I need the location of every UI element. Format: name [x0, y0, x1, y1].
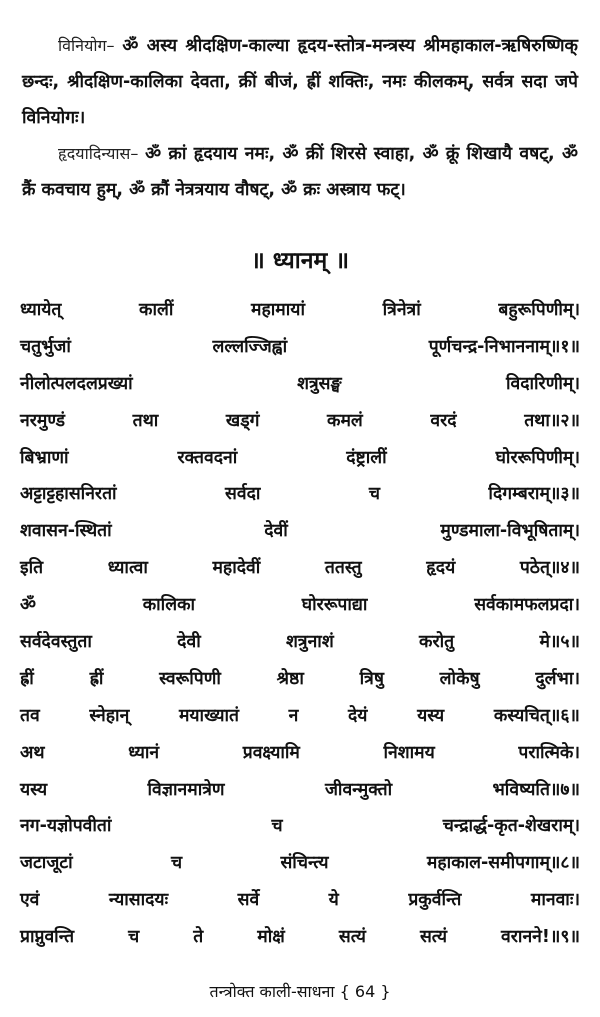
verse-word: न्यासादयः [108, 890, 169, 911]
verse-word: पठेत्॥४॥ [519, 558, 580, 579]
verse-word: रक्तवदनां [177, 447, 238, 468]
verse-word: कस्यचित्॥६॥ [493, 705, 580, 726]
verse-word: मोक्षं [257, 927, 285, 948]
verse-word: घोररूपिणीम्। [495, 447, 580, 468]
verse-line [20, 740, 580, 777]
verse-line [20, 297, 580, 334]
verse-block [20, 297, 580, 961]
viniyoga-paragraph [22, 28, 578, 136]
hridayadinyasa-text: ॐ क्रां हृदयाय नमः, ॐ क्रीं शिरसे स्वाहा, ॐ क्रूं शिखायै वषट्, ॐ क्रैं कवचाय हुम्, ॐ क्रौं नेत्रत्रयाय वौषट्, ॐ क्रः अस्त्राय फट्। [22, 144, 578, 200]
verse-word: खड्गं [225, 410, 260, 431]
verse-word: ये [328, 890, 339, 911]
verse-line [20, 777, 580, 814]
verse-word: स्वरूपिणी [159, 668, 221, 689]
verse-line [20, 408, 580, 445]
verse-word: स्नेहान् [89, 705, 130, 726]
verse-word: अट्टाट्टहासनिरतां [20, 484, 117, 505]
verse-line [20, 924, 580, 961]
verse-word: जटाजूटां [20, 853, 73, 874]
verse-word: च [368, 484, 380, 505]
verse-word: पूर्णचन्द्र-निभाननाम्॥१॥ [428, 336, 580, 357]
verse-word: नीलोत्पलदलप्रख्यां [20, 373, 133, 394]
verse-word: संचिन्त्य [280, 853, 329, 874]
verse-word: ते [193, 927, 204, 948]
verse-word: चन्द्रार्द्ध-कृत-शेखराम्। [442, 816, 580, 837]
verse-word: महाकाल-समीपगाम्॥८॥ [426, 853, 580, 874]
hridayadinyasa-label: हृदयादिन्यास– [58, 144, 139, 163]
verse-line [20, 666, 580, 703]
verse-line [20, 481, 580, 518]
verse-line [20, 629, 580, 666]
hridayadinyasa-paragraph [22, 136, 578, 208]
verse-word: निशामय [383, 742, 435, 763]
verse-word: दंष्ट्रालीं [346, 447, 387, 468]
page-footer: तन्त्रोक्त काली-साधना { 64 } [209, 982, 391, 1001]
verse-word: महादेवीं [212, 558, 261, 579]
verse-word: सत्यं [419, 927, 448, 948]
verse-line [20, 555, 580, 592]
verse-word: च [128, 927, 140, 948]
verse-word: भविष्यति॥७॥ [492, 779, 580, 800]
verse-word: यस्य [417, 705, 445, 726]
verse-word: ध्यायेत् [20, 300, 62, 320]
verse-word: सर्वे [237, 890, 260, 911]
verse-word: प्रकुर्वन्ति [408, 890, 462, 911]
verse-word: तव [20, 705, 40, 726]
verse-word: सर्वदा [225, 484, 261, 505]
verse-word: शत्रुसङ्घ [297, 373, 342, 394]
verse-word: ध्यानं [128, 742, 160, 763]
verse-word: एवं [20, 890, 40, 911]
verse-word: घोररूपाद्या [301, 595, 368, 616]
verse-word: तथा [132, 410, 159, 431]
verse-word: जीवन्मुक्तो [324, 779, 393, 800]
verse-word: विदारिणीम्। [505, 373, 580, 394]
verse-word: त्रिषु [359, 668, 384, 689]
verse-word: तथा॥२॥ [524, 410, 580, 431]
verse-line [20, 445, 580, 482]
verse-word: दुर्लभा। [535, 668, 580, 689]
verse-word: च [171, 853, 183, 874]
verse-line [20, 371, 580, 408]
verse-word: दिगम्बराम्॥३॥ [488, 484, 580, 505]
verse-word: हृदयं [426, 558, 456, 579]
verse-word: वरदं [430, 410, 457, 431]
verse-word: ततस्तु [324, 558, 362, 579]
verse-line [20, 850, 580, 887]
verse-line [20, 592, 580, 629]
verse-word: परात्मिके। [518, 742, 580, 763]
verse-word: ह्रीं [89, 668, 104, 689]
verse-word: वरानने!॥९॥ [501, 927, 580, 948]
verse-word: लल्लज्जिह्वां [212, 336, 288, 357]
verse-word: मानवाः। [530, 890, 580, 911]
verse-word: सत्यं [338, 927, 366, 948]
verse-word: सर्वदेवस्तुता [20, 632, 92, 653]
verse-line [20, 334, 580, 371]
viniyoga-text: ॐ अस्य श्रीदक्षिण-काल्या हृदय-स्तोत्र-मन्त्रस्य श्रीमहाकाल-ऋषिरुष्णिक् छन्दः, श्रीदक्षिण-कालिका देवता, क्रीं बीजं, ह्रीं शक्तिः, नमः कीलकम्, सर्वत्र सदा जपे विनियोगः। [22, 36, 578, 128]
verse-word: अथ [20, 742, 45, 763]
verse-word: लोकेषु [439, 668, 480, 689]
verse-word: बिभ्राणां [20, 447, 69, 468]
verse-word: मे॥५॥ [539, 632, 580, 653]
verse-word: शवासन-स्थितां [20, 521, 112, 542]
verse-line [20, 703, 580, 740]
verse-word: शत्रुनाशं [286, 632, 334, 653]
verse-word: सर्वकामफलप्रदा। [474, 595, 580, 616]
verse-word: देयं [347, 705, 368, 726]
verse-word: च [271, 816, 283, 837]
verse-word: कालिका [142, 595, 196, 616]
verse-word: ह्रीं [20, 668, 34, 689]
verse-word: नरमुण्डं [20, 410, 66, 431]
section-heading: ॥ ध्यानम् ॥ [250, 248, 350, 274]
verse-word: विज्ञानमात्रेण [147, 779, 225, 800]
verse-word: श्रेष्ठा [276, 668, 304, 689]
verse-word: बहुरूपिणीम्। [498, 300, 580, 320]
verse-word: करोतु [419, 632, 455, 653]
verse-word: मयाख्यातं [178, 705, 239, 726]
verse-word: मुण्डमाला-विभूषिताम्। [440, 521, 580, 542]
verse-word: नग-यज्ञोपवीतां [20, 816, 112, 837]
verse-word: देवीं [264, 521, 288, 542]
verse-word: कालीं [139, 300, 174, 320]
verse-word: इति [20, 558, 44, 579]
verse-word: न [288, 705, 299, 726]
viniyoga-label: विनियोग– [58, 36, 115, 55]
verse-word: त्रिनेत्रां [382, 300, 421, 320]
verse-word: प्रवक्ष्यामि [242, 742, 300, 763]
verse-word: ध्यात्वा [107, 558, 148, 579]
verse-line [20, 887, 580, 924]
verse-word: यस्य [20, 779, 48, 800]
verse-line [20, 518, 580, 555]
verse-word: प्राप्नुवन्ति [20, 927, 75, 948]
verse-word: ॐ [20, 595, 36, 616]
verse-word: देवी [177, 632, 201, 653]
verse-word: चतुर्भुजां [20, 336, 71, 357]
verse-line [20, 813, 580, 850]
verse-word: कमलं [327, 410, 363, 431]
verse-word: महामायां [251, 300, 305, 320]
